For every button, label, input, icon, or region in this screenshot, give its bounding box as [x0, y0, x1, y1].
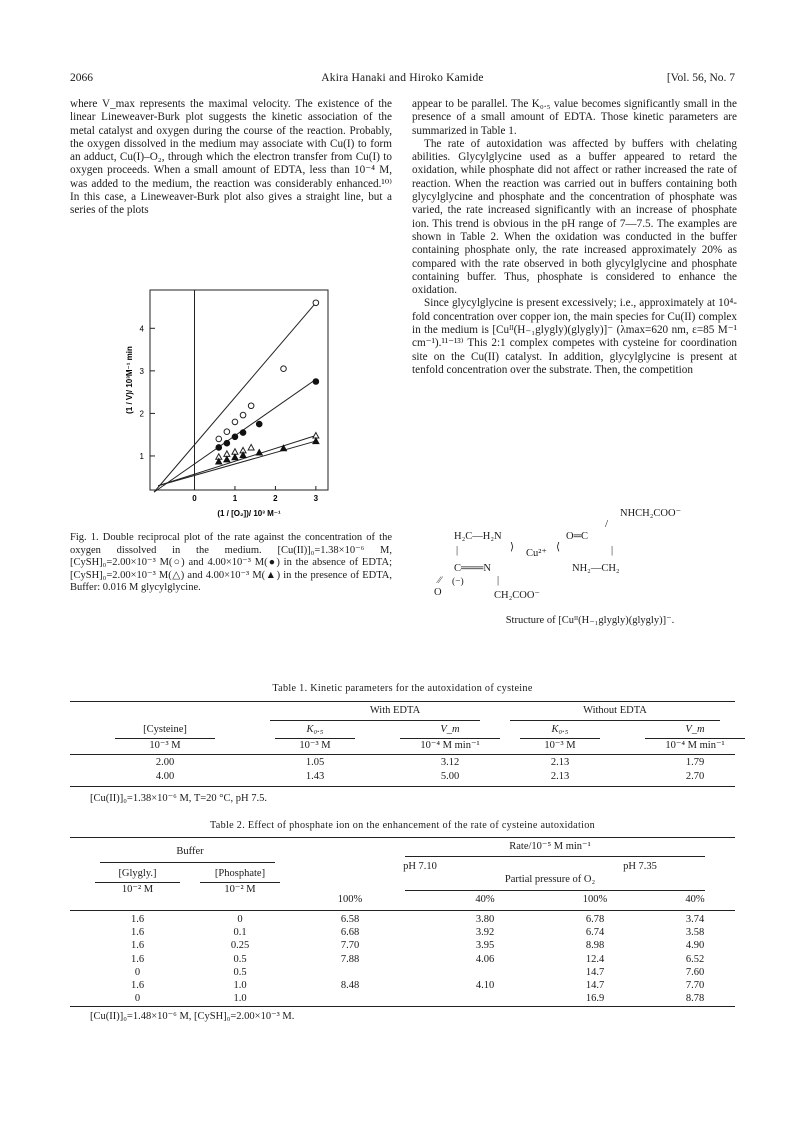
table-2-cell: 6.52 — [685, 953, 705, 965]
table-2-cell: 1.6 — [130, 953, 145, 965]
table-2-cell: 0 — [237, 914, 243, 925]
table-2 — [70, 834, 735, 1006]
data-point-filled-circle — [224, 440, 230, 446]
table-2-cell: 1.0 — [233, 993, 247, 1005]
table-2-rate-header: Rate/10⁻⁵ M min⁻¹ — [509, 841, 591, 852]
data-point-open-triangle — [248, 444, 254, 450]
structure-caption: Structure of [Cuᴵᴵ(H₋₁glygly)(glygly)]⁻. — [505, 615, 675, 626]
y-tick-label: 1 — [139, 451, 144, 461]
table-1-cell: 5.00 — [440, 771, 460, 782]
table-1-brace-without — [510, 720, 720, 721]
table-2-cell: 0.1 — [233, 927, 247, 939]
table-1-cell: 3.12 — [440, 757, 460, 768]
table-1-u-v-with: 10⁻⁴ M min⁻¹ — [420, 740, 480, 751]
data-point-filled-triangle — [313, 438, 319, 444]
structure-cu: Cu²⁺ — [526, 548, 547, 559]
plot-area — [125, 290, 328, 518]
page-header — [70, 72, 735, 88]
data-point-filled-circle — [232, 434, 238, 440]
table-1-u-cysteine: 10⁻³ M — [149, 740, 181, 751]
table-2-cell: 1.6 — [130, 980, 145, 991]
structure-double-bond: ∕∕ — [438, 575, 442, 586]
table-1-group-with: With EDTA — [369, 705, 421, 716]
table-2-cell: 1.6 — [130, 940, 145, 952]
table-2-cell: 7.70 — [340, 940, 360, 952]
table-2-cell: 3.58 — [685, 927, 705, 939]
table-1-h-cysteine: [Cysteine] — [143, 724, 187, 735]
y-tick-label: 4 — [139, 324, 144, 334]
table-1-h-k-without: K₀.₅ — [551, 724, 569, 735]
table-2-cell: 3.95 — [475, 940, 495, 952]
table-1-cell: 1.43 — [305, 771, 325, 782]
x-tick-label: 0 — [192, 494, 197, 503]
table-2-ph2: pH 7.35 — [623, 861, 657, 872]
table-2-footnote: [Cu(II)]₀=1.48×10⁻⁶ M, [CySH]₀=2.00×10⁻³ M. — [90, 1011, 295, 1022]
table-2-cell: 12.4 — [585, 953, 605, 965]
table-1-rule-mid — [70, 754, 735, 755]
table-2-h-phosphate: [Phosphate] — [214, 868, 266, 879]
data-point-open-circle — [224, 429, 230, 435]
table-1-h-k-with: K₀.₅ — [306, 724, 324, 735]
data-point-open-circle — [240, 412, 246, 418]
left-paragraph: where V_max represents the maximal velocity. The existence of the linear Lineweaver-Burk plot suggests the kinetic association of the metal catalyst and oxygen during the course of the reaction. Probably, the oxygen dissolved in the medium may associate with Cu(I) to form an adduct, Cu(I)–O₂, through which the electron transfer from Cu(I) to oxygen proceeds. When a small amount of EDTA, less than 10⁻⁴ M, was added to the medium, the reaction was considerably enhanced.¹⁰⁾ In this case, a Lineweaver-Burk plot also gives a straight line, but a series of the plots — [70, 98, 392, 217]
structure-bond: / — [605, 518, 609, 530]
structure-ch2coo: CH₂COO⁻ — [494, 590, 540, 601]
running-authors: Akira Hanaki and Hiroko Kamide — [321, 72, 484, 84]
table-1-cell: 2.13 — [550, 771, 570, 782]
series-line — [158, 441, 316, 486]
table-2-buffer-header: Buffer — [176, 846, 204, 857]
structure-c-n: C═══N — [454, 563, 491, 574]
right-paragraph-2: The rate of autoxidation was affected by buffers with chelating abilities. Glycylglycine used as a buffer appeared to retard the oxidation, while phosphate did not affect or rather increased the rate of reaction. When the reaction was carried out in buffers containing both glycylglycine and phosphate and the concentration of phosphate was varied, the rate increased significantly with an increase of phosphate ion. This trend is obvious in the pH range of 7—7.5. The examples are shown in Table 2. When the oxidation was conducted in the buffer containing phosphate only, the rate increased approximately 20% as compared with the rate observed in both glycylglycine and phosphate containing buffer. Thus, phosphate is considered to enhance the oxidation. — [412, 137, 737, 297]
table-2-cell: 1.6 — [130, 927, 145, 939]
data-point-filled-triangle — [232, 454, 238, 460]
right-paragraph-3: Since glycylglycine is present excessively; i.e., approximately at 10⁴-fold concentration over copper ion, the main species for Cu(II) complex in the medium is [Cuᴵᴵ(H₋₁glygly)(glygly)]⁻ (λmax=620 nm, ε=85 M⁻¹ cm⁻¹).¹¹⁻¹³⁾ This 2:1 complex competes with cysteine for coordination site on the Cu(II) catalyst. In addition, glycylglycine is present at tenfold concentration over the substrate. Then, the competition — [412, 297, 737, 376]
table-1-h-v-with: V_m — [440, 724, 460, 735]
table-2-cell: 0.5 — [233, 966, 247, 978]
data-point-filled-circle — [216, 445, 222, 451]
figure-1-plot — [110, 282, 335, 532]
table-2-title: Table 2. Effect of phosphate ion on the enhancement of the rate of cysteine autoxidation — [209, 820, 596, 831]
data-point-filled-circle — [240, 430, 246, 436]
data-point-open-circle — [313, 300, 319, 306]
table-2-p100b: 100% — [582, 894, 608, 905]
table-2-cell: 4.90 — [685, 940, 705, 952]
table-1-group-without: Without EDTA — [583, 705, 647, 716]
table-2-cell: 3.80 — [475, 914, 495, 925]
table-2-rule-bottom — [70, 1006, 735, 1007]
structure-bond-right: | — [611, 545, 614, 556]
table-1-brace-with — [270, 720, 480, 721]
table-2-cell: 7.88 — [340, 953, 360, 965]
structure-nh2-ch2: NH₂—CH₂ — [572, 563, 620, 574]
table-1-u-v-without: 10⁻⁴ M min⁻¹ — [665, 740, 725, 751]
x-axis-label: (1 / [O₂])/ 10³ M⁻¹ — [217, 509, 281, 518]
table-2-u-glygly: 10⁻² M — [121, 884, 154, 895]
figure-1-caption: Fig. 1. Double reciprocal plot of the rate against the concentration of the oxygen dissolved in the medium. [Cu(II)]₀=1.38×10⁻⁶ M, [CySH]₀=2.00×10⁻³ M(○) and 4.00×10⁻³ M(●) in the absence of EDTA; [CySH]₀=2.00×10⁻³ M(△) and 4.00×10⁻³ M(▲) in the presence of EDTA, Buffer: 0.016 M glycylglycine. — [70, 532, 392, 594]
table-2-rule-top — [70, 837, 735, 838]
table-1-rule-top — [70, 701, 735, 702]
table-2-cell: 14.7 — [585, 980, 605, 991]
table-2-cell: 7.60 — [685, 966, 705, 978]
data-point-open-circle — [248, 403, 254, 409]
table-2-cell: 6.74 — [585, 927, 605, 939]
table-2-ph1: pH 7.10 — [403, 861, 437, 872]
table-1-title-wrap — [70, 683, 735, 694]
table-2-rule-mid — [70, 910, 735, 911]
table-2-buffer-brace — [100, 862, 275, 863]
table-2-u-phosphate: 10⁻² M — [224, 884, 256, 895]
table-2-cell: 3.74 — [685, 914, 705, 925]
table-1-cell: 1.79 — [685, 757, 705, 768]
chemical-structure — [430, 505, 740, 610]
y-tick-label: 2 — [139, 409, 144, 419]
table-2-partial-pressure: Partial pressure of O₂ — [504, 874, 596, 885]
table-1-footnote: [Cu(II)]₀=1.38×10⁻⁶ M, T=20 °C, pH 7.5. — [90, 793, 267, 804]
table-2-partial-brace — [405, 890, 705, 891]
structure-bond-cu-left: ⟩ — [510, 542, 515, 553]
structure-bond-left: | — [456, 545, 459, 556]
table-2-cell: 1.6 — [130, 914, 145, 925]
table-2-cell: 0 — [134, 993, 141, 1005]
right-paragraph-1: appear to be parallel. The K₀.₅ value becomes significantly small in the presence of a small amount of EDTA. Those kinetic parameters are summarized in Table 1. — [412, 98, 737, 137]
table-1-title: Table 1. Kinetic parameters for the autoxidation of cysteine — [272, 683, 533, 694]
data-point-open-circle — [281, 366, 287, 372]
structure-bond-down: | — [497, 575, 500, 586]
table-2-cell: 4.06 — [475, 953, 495, 965]
table-2-cell: 4.10 — [475, 980, 495, 991]
table-1-u-k-without: 10⁻³ M — [544, 740, 576, 751]
table-1-cell: 1.05 — [305, 757, 325, 768]
table-1-cell: 2.13 — [550, 757, 570, 768]
structure-h2c-h2n: H₂C—H₂N — [454, 531, 502, 542]
structure-top-group: NHCH₂COO⁻ — [620, 508, 682, 519]
table-2-cell: 8.98 — [585, 940, 605, 952]
table-1-h-v-without: V_m — [685, 724, 705, 735]
data-point-filled-triangle — [224, 456, 230, 462]
table-2-cell: 16.9 — [585, 993, 605, 1005]
table-2-rate-brace — [405, 856, 705, 857]
y-axis-label: (1 / V)/ 10³M⁻¹ min — [125, 346, 134, 414]
table-2-cell: 1.0 — [233, 980, 247, 991]
table-1-cell: 4.00 — [155, 771, 175, 782]
table-2-cell: 0.5 — [233, 953, 247, 965]
table-2-p40b: 40% — [685, 894, 705, 905]
y-tick-label: 3 — [139, 366, 144, 376]
table-1 — [70, 698, 735, 784]
data-point-filled-circle — [313, 379, 319, 385]
table-1-u-k-with: 10⁻³ M — [299, 740, 331, 751]
x-tick-label: 3 — [313, 494, 319, 503]
table-2-cell: 0 — [134, 966, 141, 978]
data-point-filled-triangle — [256, 450, 262, 456]
table-2-h-glygly: [Glygly.] — [118, 868, 157, 879]
x-tick-label: 1 — [232, 494, 238, 503]
table-2-cell: 0.25 — [230, 940, 250, 952]
series-line — [158, 436, 316, 486]
data-point-filled-circle — [256, 421, 262, 427]
table-2-cell: 8.48 — [340, 980, 360, 991]
table-1-cell: 2.70 — [685, 771, 705, 782]
structure-bond-cu-right: ⟨ — [556, 542, 561, 553]
table-2-cell: 6.78 — [585, 914, 605, 925]
table-2-cell: 14.7 — [585, 966, 605, 978]
x-tick-label: 2 — [273, 494, 278, 503]
page-number: 2066 — [70, 72, 93, 84]
table-2-cell: 8.78 — [685, 993, 705, 1005]
table-2-cell: 3.92 — [475, 927, 495, 939]
table-1-rule-bottom — [70, 786, 735, 787]
structure-o-minus: O — [434, 587, 442, 598]
volume-info: [Vol. 56, No. 7 — [666, 72, 735, 84]
right-column — [412, 98, 737, 377]
table-2-cell: 6.68 — [340, 927, 360, 939]
data-point-open-circle — [232, 419, 238, 425]
left-column — [70, 98, 392, 218]
table-2-cell: 6.58 — [340, 914, 360, 925]
structure-o-c: O═C — [566, 531, 589, 542]
table-1-cell: 2.00 — [155, 757, 175, 768]
structure-charge: (−) — [452, 577, 464, 587]
data-point-open-circle — [216, 436, 222, 442]
table-2-cell: 7.70 — [685, 980, 705, 991]
table-2-title-wrap — [70, 820, 735, 831]
table-2-p100a: 100% — [337, 894, 363, 905]
table-2-p40a: 40% — [475, 894, 495, 905]
